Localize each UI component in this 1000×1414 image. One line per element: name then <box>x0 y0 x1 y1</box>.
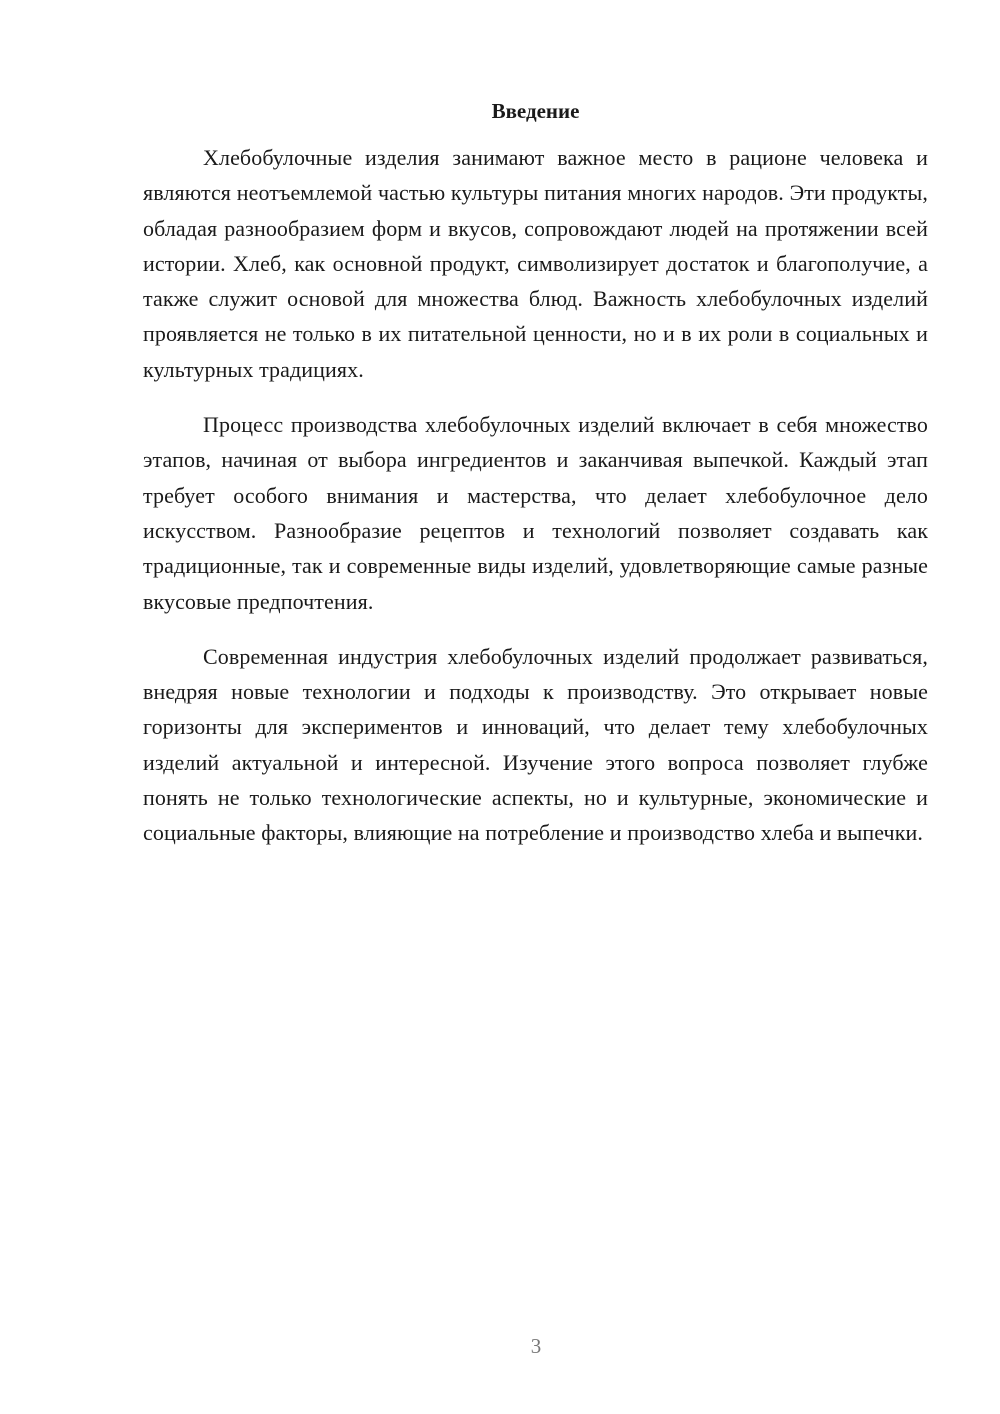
section-title: Введение <box>491 99 580 123</box>
paragraph-3: Современная индустрия хлебобулочных изделий продолжает развиваться, внедряя новые технологии и подходы к производству. Это открывает новые горизонты для экспериментов и инноваций, что делает тему хлебобулочных изделий актуальной и интересной. Изучение этого вопроса позволяет глубже понять не только технологические аспекты, но и культурные, экономические и социальные факторы, влияющие на потребление и производство хлеба и выпечки. <box>143 643 928 846</box>
paragraph-2: Процесс производства хлебобулочных изделий включает в себя множество этапов, начиная от выбора ингредиентов и заканчивая выпечкой. Каждый этап требует особого внимания и мастерства, что делает хлебобулочное дело искусством. Разнообразие рецептов и технологий позволяет создавать как традиционные, так и современные виды изделий, удовлетворяющие самые разные вкусовые предпочтения. <box>143 412 928 614</box>
page-content <box>143 97 928 871</box>
paragraph-1: Хлебобулочные изделия занимают важное место в рационе человека и являются неотъемлемой частью культуры питания многих народов. Эти продукты, обладая разнообразием форм и вкусов, сопровождают людей на протяжении всей истории. Хлеб, как основной продукт, символизирует достаток и благополучие, а также служит основой для множества блюд. Важность хлебобулочных изделий проявляется не только в их питательной ценности, но и в их роли в социальных и культурных традициях. <box>143 145 928 382</box>
page-number: 3 <box>530 1334 542 1358</box>
